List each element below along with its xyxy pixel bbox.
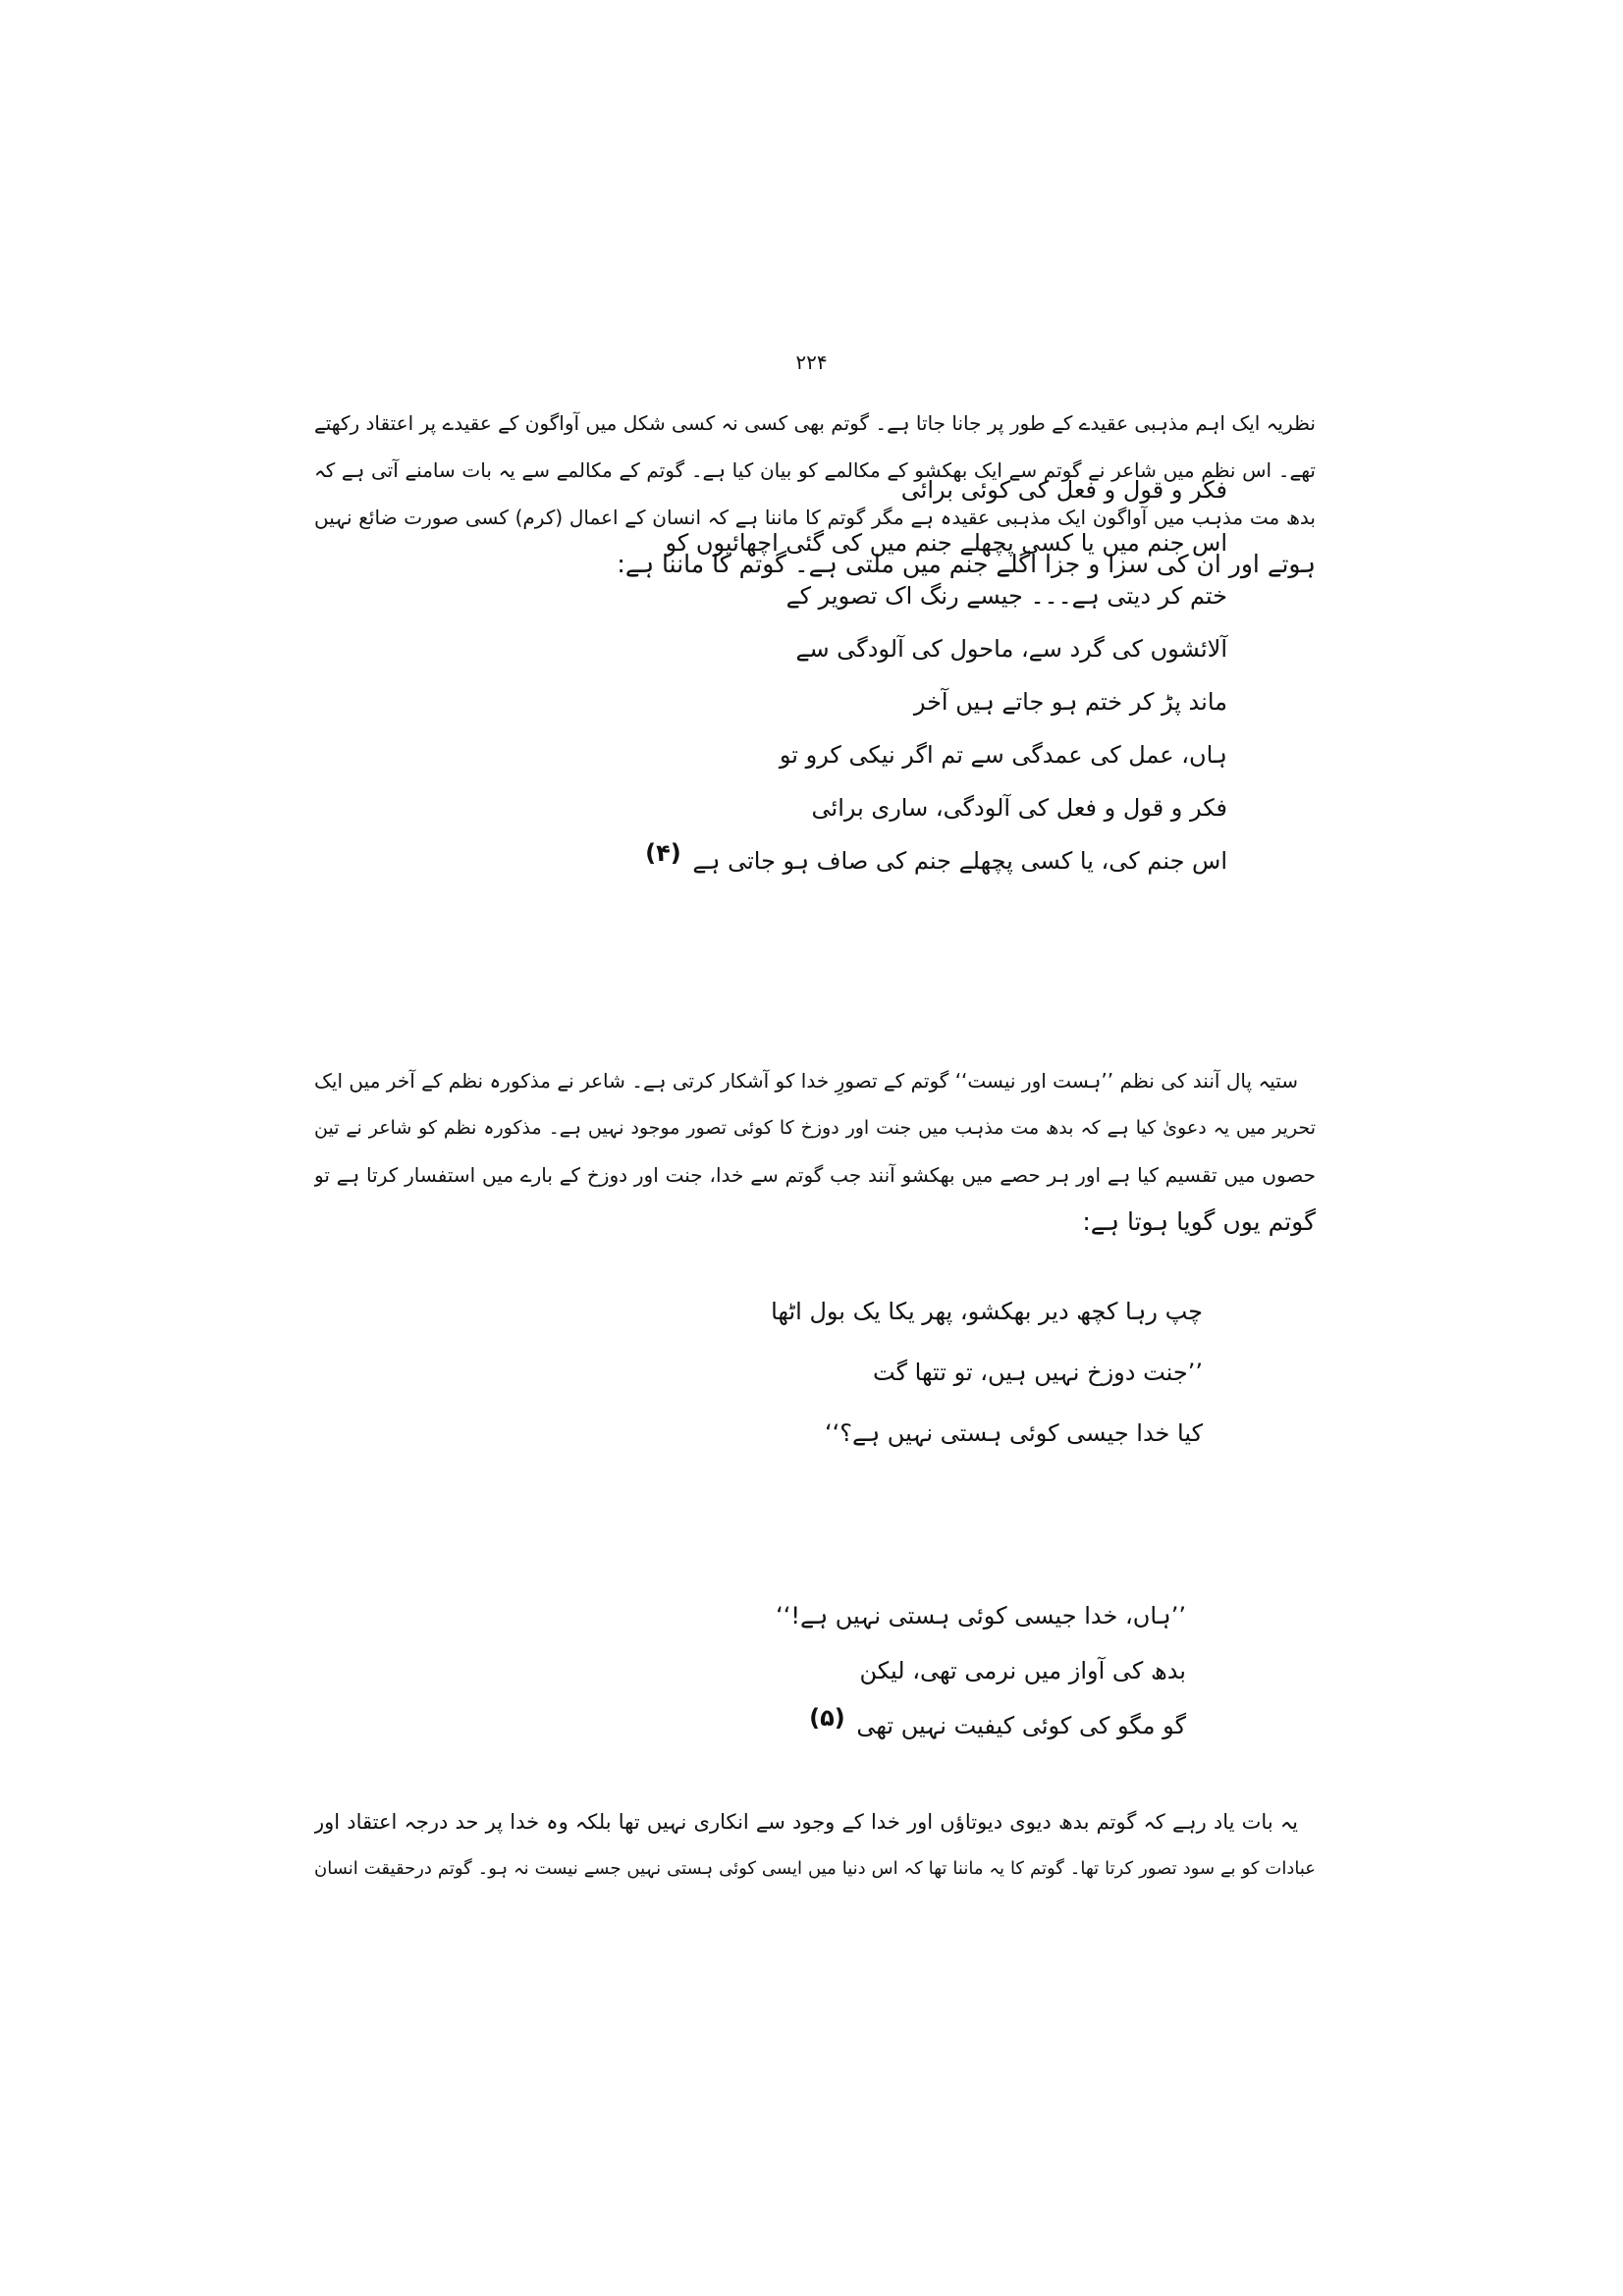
- verse-block-1: [641, 463, 1227, 887]
- paragraph-line: یہ بات یاد رہے کہ گوتم بدھ دیوی دیوتاؤں اور خدا کے وجود سے انکاری نہیں تھا بلکہ وہ خدا پر حد درجہ اعتقاد اور: [314, 1810, 1298, 1834]
- verse-block-2: [771, 1281, 1203, 1464]
- verse-line: ماند پڑ کر ختم ہو جاتے ہیں آخر: [913, 688, 1227, 716]
- footnote-marker-5: (۵): [809, 1704, 845, 1732]
- verse-line: ہاں، عمل کی عمدگی سے تم اگر نیکی کرو تو: [779, 741, 1227, 769]
- footnote-marker-4: (۴): [645, 839, 681, 867]
- verse-line-with-note: [776, 1698, 1186, 1753]
- verse-text: گو مگو کی کوئی کیفیت نہیں تھی: [856, 1712, 1186, 1739]
- verse-block-3: [776, 1588, 1186, 1753]
- verse-text: اس جنم کی، یا کسی پچھلے جنم کی صاف ہو جاتی ہے: [692, 847, 1227, 875]
- paragraph-line: تحریر میں یہ دعویٰ کیا ہے کہ بدھ مت مذہب میں جنت اور دوزخ کا کوئی تصور موجود نہیں ہے۔ مذکورہ نظم کو شاعر نے تین: [314, 1117, 1316, 1139]
- paragraph-2: [314, 1057, 1316, 1246]
- verse-line: بدھ کی آواز میں نرمی تھی، لیکن: [859, 1657, 1186, 1684]
- paragraph-line: تھے۔ اس نظم میں شاعر نے گوتم سے ایک بھکشو کے مکالمے کو بیان کیا ہے۔ گوتم کے مکالمے سے یہ بات سامنے آتی ہے کہ: [314, 458, 1316, 482]
- verse-line: ختم کر دیتی ہے۔۔۔ جیسے رنگ اک تصویر کے: [785, 582, 1227, 610]
- verse-line-with-note: [641, 834, 1227, 887]
- verse-line: ’’ہاں، خدا جیسی کوئی ہستی نہیں ہے!‘‘: [776, 1602, 1186, 1629]
- verse-line: چپ رہا کچھ دیر بھکشو، پھر یکا یک بول اٹھا: [771, 1298, 1203, 1325]
- verse-line: فکر و قول و فعل کی آلودگی، ساری برائی: [811, 794, 1227, 822]
- paragraph-line: ستیہ پال آنند کی نظم ’’ہست اور نیست‘‘ گوتم کے تصورِ خدا کو آشکار کرتی ہے۔ شاعر نے مذکورہ نظم کے آخر میں ایک: [314, 1069, 1298, 1093]
- verse-line: کیا خدا جیسی کوئی ہستی نہیں ہے؟‘‘: [825, 1419, 1203, 1447]
- page-number: ۲۲۴: [795, 350, 828, 374]
- paragraph-3: [314, 1798, 1316, 1893]
- paragraph-line: بدھ مت مذہب میں آواگون ایک مذہبی عقیدہ ہے مگر گوتم کا ماننا ہے کہ انسان کے اعمال (کرم) کسی صورت ضائع نہیں: [314, 506, 1316, 529]
- verse-line: ’’جنت دوزخ نہیں ہیں، تو تتھا گت: [873, 1359, 1203, 1386]
- verse-line: فکر و قول و فعل کی کوئی برائی: [900, 476, 1227, 504]
- verse-line: آلائشوں کی گرد سے، ماحول کی آلودگی سے: [795, 635, 1227, 663]
- paragraph-line: گوتم یوں گویا ہوتا ہے:: [1082, 1207, 1316, 1236]
- paragraph-line: حصوں میں تقسیم کیا ہے اور ہر حصے میں بھکشو آنند جب گوتم سے خدا، جنت اور دوزخ کے بارے میں استفسار کرتا ہے تو: [314, 1163, 1316, 1187]
- verse-line: اس جنم میں یا کسی پچھلے جنم میں کی گئی اچھائیوں کو: [665, 529, 1227, 557]
- paragraph-line: ہوتے اور ان کی سزا و جزا اگلے جنم میں ملتی ہے۔ گوتم کا ماننا ہے:: [617, 550, 1316, 578]
- paragraph-line: عبادات کو بے سود تصور کرتا تھا۔ گوتم کا یہ ماننا تھا کہ اس دنیا میں ایسی کوئی ہستی نہیں جسے نیست نہ ہو۔ گوتم درحقیقت انسان: [314, 1858, 1316, 1879]
- paragraph-line: نظریہ ایک اہم مذہبی عقیدے کے طور پر جانا جاتا ہے۔ گوتم بھی کسی نہ کسی شکل میں آواگون کے عقیدے پر اعتقاد رکھتے: [314, 411, 1316, 435]
